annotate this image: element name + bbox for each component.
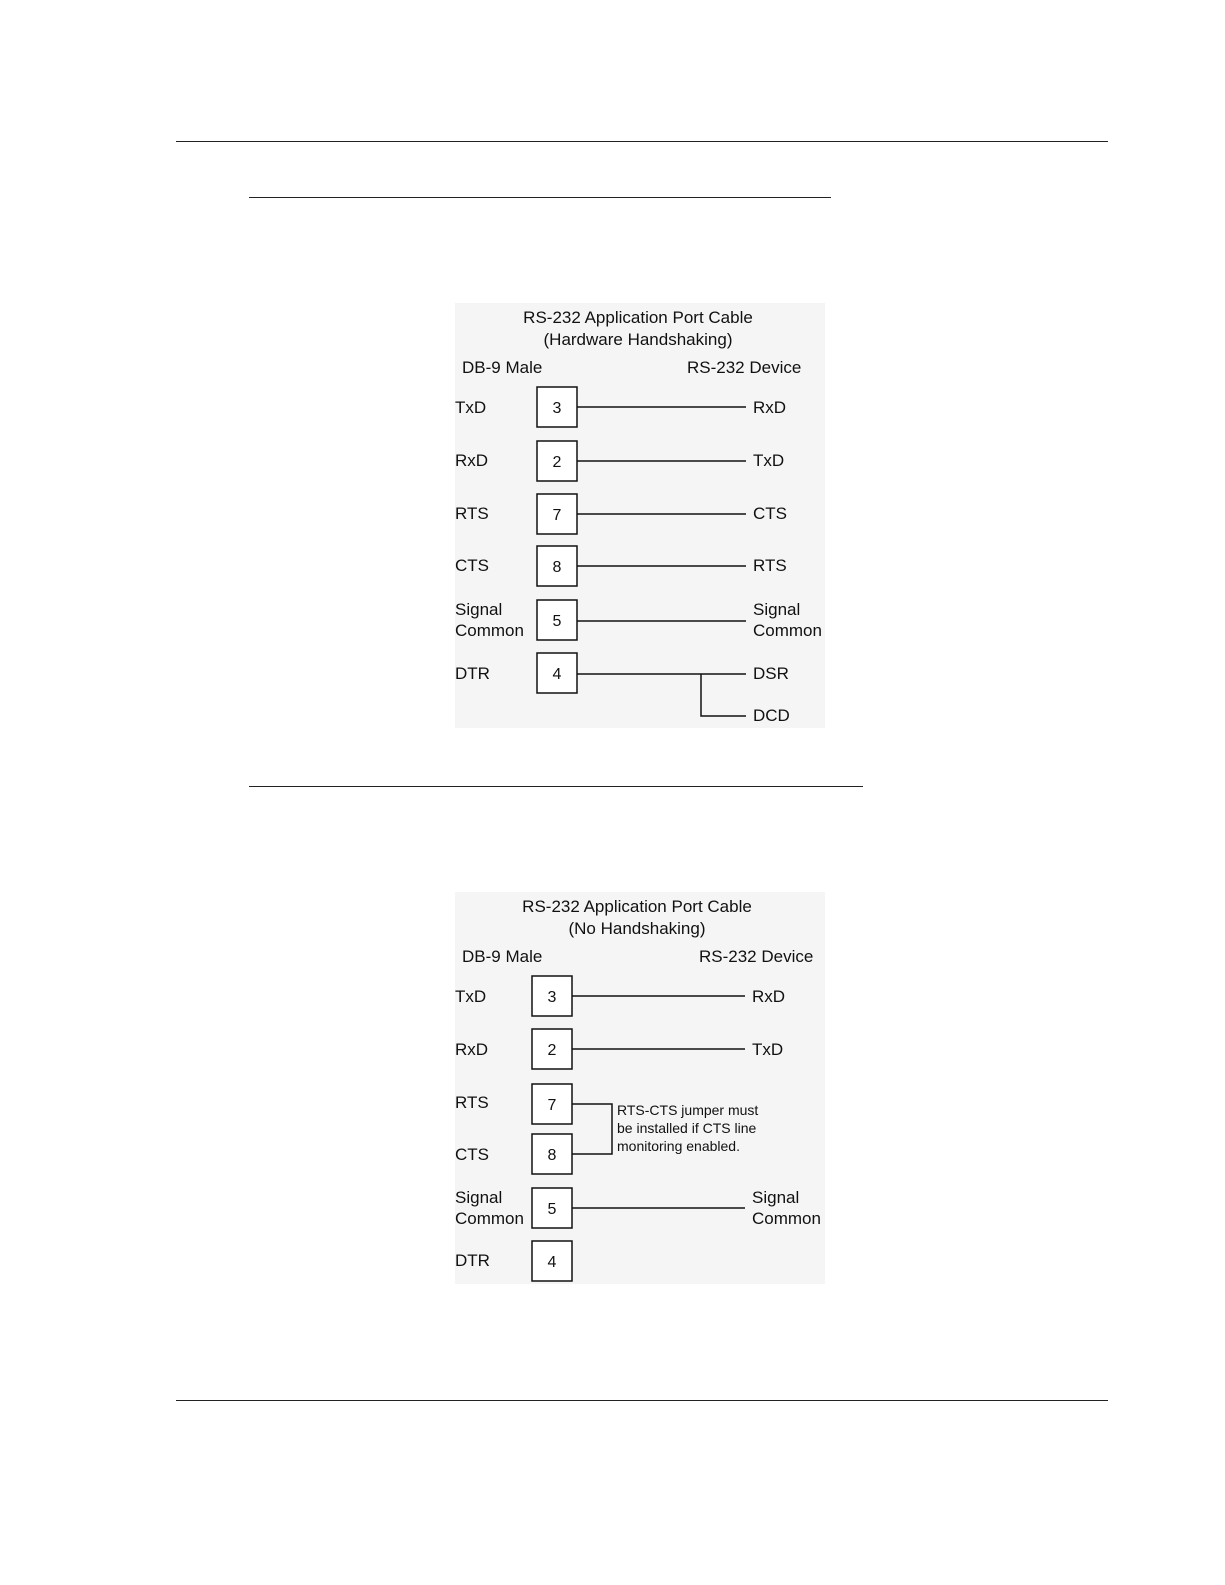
- pin-number: 8: [552, 559, 562, 576]
- section-rule-nohs: [249, 786, 863, 787]
- diagram-title-line1: RS-232 Application Port Cable: [522, 897, 752, 916]
- pin-number: 8: [547, 1147, 557, 1164]
- left-signal-label: RxD: [455, 451, 489, 470]
- jumper-note-line1: RTS-CTS jumper must: [617, 1102, 759, 1118]
- left-signal-label: TxD: [455, 987, 487, 1006]
- right-signal-label: TxD: [752, 1040, 784, 1059]
- header-rule: [176, 141, 1108, 142]
- left-signal-label-line2: Common: [455, 621, 524, 640]
- jumper-note-line2: be installed if CTS line: [617, 1120, 757, 1136]
- diagram-title-line2: (Hardware Handshaking): [543, 330, 733, 349]
- diagram-title-line2: (No Handshaking): [568, 919, 706, 938]
- right-signal-label-line1: Signal: [753, 600, 801, 619]
- cable-wiring-diagram-nohs: [455, 892, 825, 1284]
- right-signal-label: RxD: [752, 987, 786, 1006]
- right-signal-label: RTS: [753, 556, 787, 575]
- left-signal-label: TxD: [455, 398, 487, 417]
- left-signal-label: CTS: [455, 1145, 489, 1164]
- left-signal-label-line1: Signal: [455, 1188, 503, 1207]
- pin-number: 7: [552, 507, 562, 524]
- right-signal-label-extra: DCD: [753, 706, 790, 725]
- rts-cts-jumper-wire: [572, 1104, 612, 1154]
- right-header: RS-232 Device: [687, 358, 802, 377]
- right-signal-label-line2: Common: [753, 621, 822, 640]
- pin-number: 3: [552, 400, 562, 417]
- right-signal-label: TxD: [753, 451, 785, 470]
- pin-number: 5: [547, 1201, 557, 1218]
- left-signal-label: DTR: [455, 664, 490, 683]
- pin-number: 2: [552, 454, 562, 471]
- left-signal-label: CTS: [455, 556, 489, 575]
- left-header: DB-9 Male: [462, 947, 543, 966]
- diagram-hardware-handshaking: [455, 303, 825, 728]
- section-rule-hw: [249, 197, 831, 198]
- right-signal-label-line1: Signal: [752, 1188, 800, 1207]
- cable-wiring-diagram-hw: [455, 303, 825, 728]
- right-signal-label: CTS: [753, 504, 787, 523]
- left-signal-label-line2: Common: [455, 1209, 524, 1228]
- right-signal-label: DSR: [753, 664, 789, 683]
- diagram-title-line1: RS-232 Application Port Cable: [523, 308, 753, 327]
- left-signal-label-line1: Signal: [455, 600, 503, 619]
- right-signal-label: RxD: [753, 398, 787, 417]
- footer-rule: [176, 1400, 1108, 1401]
- right-header: RS-232 Device: [699, 947, 814, 966]
- jumper-note-line3: monitoring enabled.: [617, 1138, 740, 1154]
- right-signal-label-line2: Common: [752, 1209, 821, 1228]
- diagram-no-handshaking: [455, 892, 825, 1284]
- pin-number: 4: [547, 1254, 557, 1271]
- left-signal-label: DTR: [455, 1251, 490, 1270]
- left-signal-label: RTS: [455, 504, 489, 523]
- left-signal-label: RTS: [455, 1093, 489, 1112]
- left-header: DB-9 Male: [462, 358, 543, 377]
- left-signal-label: RxD: [455, 1040, 489, 1059]
- pin-number: 7: [547, 1097, 557, 1114]
- pin-number: 4: [552, 666, 562, 683]
- pin-number: 2: [547, 1042, 557, 1059]
- branch-wire: [701, 674, 746, 716]
- pin-number: 3: [547, 989, 557, 1006]
- pin-number: 5: [552, 613, 562, 630]
